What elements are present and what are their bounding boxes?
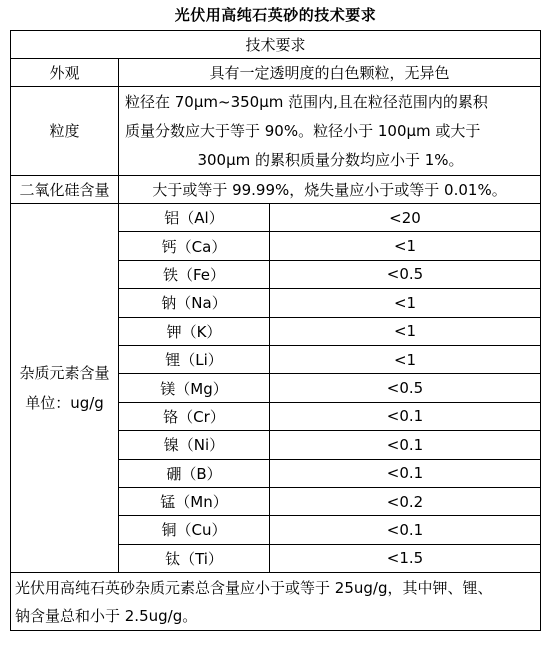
impurity-limit: <1.5 (270, 544, 541, 572)
table-header-row (11, 31, 541, 59)
silica-label: 二氧化硅含量 (11, 176, 119, 204)
impurity-row (11, 204, 541, 232)
granularity-value (119, 87, 541, 176)
impurity-limit: <1 (270, 317, 541, 345)
impurity-element: 锂（Li） (119, 345, 270, 373)
impurity-limit: <0.5 (270, 260, 541, 288)
impurity-element: 钠（Na） (119, 289, 270, 317)
impurity-element: 铜（Cu） (119, 516, 270, 544)
impurity-limit: <0.1 (270, 516, 541, 544)
spec-table (10, 30, 541, 631)
impurity-limit: <0.5 (270, 374, 541, 402)
impurity-label-line: 杂质元素含量 (19, 364, 110, 383)
impurity-element: 镍（Ni） (119, 431, 270, 459)
impurity-limit: <0.1 (270, 431, 541, 459)
impurity-limit: <1 (270, 232, 541, 260)
document-title: 光伏用高纯石英砂的技术要求 (174, 6, 377, 24)
granularity-label: 粒度 (11, 87, 119, 176)
impurity-element: 钛（Ti） (119, 544, 270, 572)
footer-note (11, 573, 541, 631)
granularity-line: 300μm 的累积质量分数均应小于 1%。 (197, 150, 464, 169)
silica-row (11, 176, 541, 204)
granularity-line: 质量分数应大于等于 90%。粒径小于 100μm 或大于 (125, 121, 481, 140)
impurity-label (11, 204, 119, 573)
impurity-limit: <1 (270, 345, 541, 373)
impurity-limit: <0.1 (270, 402, 541, 430)
appearance-value: 具有一定透明度的白色颗粒，无异色 (119, 59, 541, 87)
impurity-limit: <0.1 (270, 459, 541, 487)
impurity-element: 铬（Cr） (119, 402, 270, 430)
appearance-label: 外观 (11, 59, 119, 87)
impurity-element: 锰（Mn） (119, 487, 270, 515)
footer-line: 钠含量总和小于 2.5ug/g。 (15, 606, 198, 625)
impurity-unit-line: 单位：ug/g (25, 394, 104, 413)
impurity-element: 硼（B） (119, 459, 270, 487)
footer-line: 光伏用高纯石英砂杂质元素总含量应小于或等于 25ug/g，其中钾、锂、 (15, 578, 493, 597)
table-header: 技术要求 (11, 31, 541, 59)
impurity-element: 铝（Al） (119, 204, 270, 232)
impurity-element: 钾（K） (119, 317, 270, 345)
impurity-limit: <1 (270, 289, 541, 317)
impurity-limit: <20 (270, 204, 541, 232)
impurity-element: 钙（Ca） (119, 232, 270, 260)
granularity-line: 粒径在 70μm~350μm 范围内,且在粒径范围内的累积 (125, 92, 488, 111)
appearance-row (11, 59, 541, 87)
impurity-element: 镁（Mg） (119, 374, 270, 402)
impurity-limit: <0.2 (270, 487, 541, 515)
granularity-row (11, 87, 541, 176)
silica-value: 大于或等于 99.99%，烧失量应小于或等于 0.01%。 (119, 176, 541, 204)
impurity-element: 铁（Fe） (119, 260, 270, 288)
footer-row (11, 573, 541, 631)
